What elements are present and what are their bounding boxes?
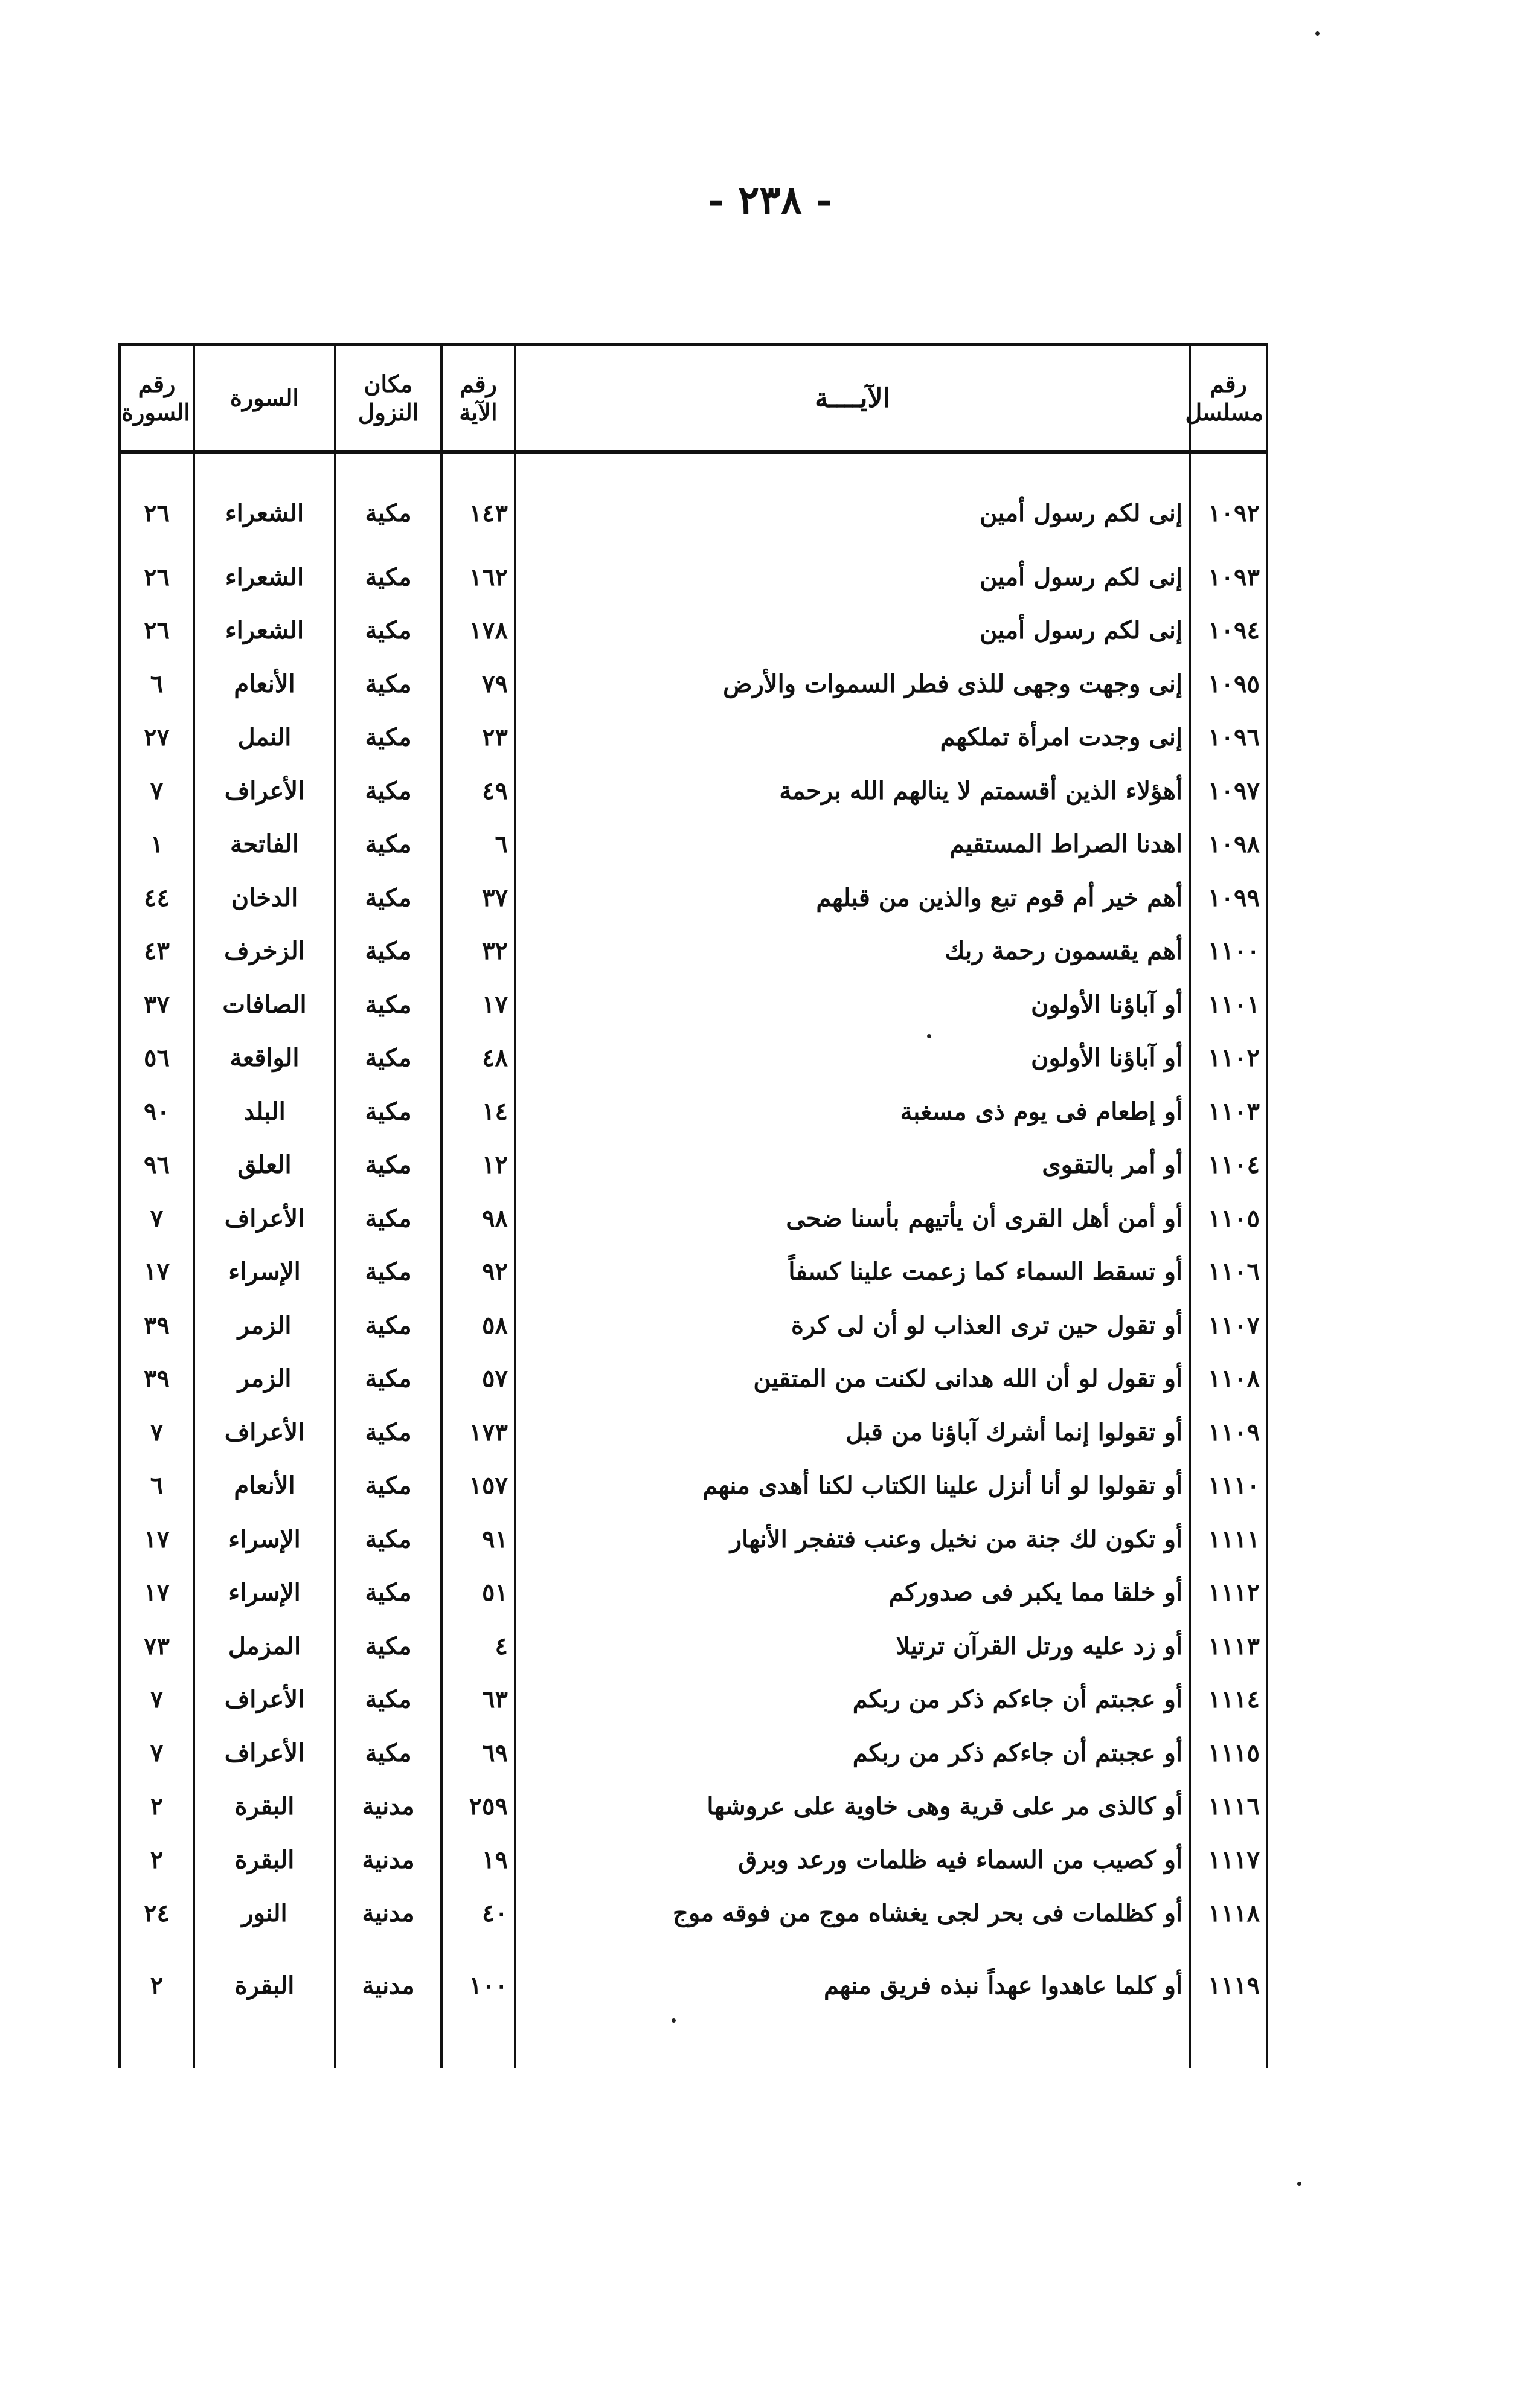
- surah-number-cell: ١٧: [120, 1245, 194, 1299]
- surah-name-cell: الإسراء: [194, 1566, 335, 1620]
- ayah-number-cell: ٦٣: [441, 1673, 515, 1727]
- table-header-row: [120, 345, 1267, 452]
- surah-name-cell: النور: [194, 1887, 335, 1941]
- serial-number-cell: ١١٠١: [1190, 978, 1267, 1032]
- verse-text-cell: أو أمن أهل القرى أن يأتيهم بأسنا ضحى: [515, 1192, 1190, 1245]
- surah-name-cell: الأعراف: [194, 764, 335, 818]
- revelation-place-cell: مكية: [335, 550, 441, 604]
- revelation-place-cell: مكية: [335, 1566, 441, 1620]
- table-row: [120, 818, 1267, 872]
- surah-number-cell: ٢: [120, 1833, 194, 1887]
- surah-number-cell: ٥٦: [120, 1032, 194, 1085]
- verse-text-cell: أو كلما عاهدوا عهداً نبذه فريق منهم: [515, 1940, 1190, 2068]
- surah-name-cell: الإسراء: [194, 1245, 335, 1299]
- verse-text-cell: أو كالذى مر على قرية وهى خاوية على عروشها: [515, 1780, 1190, 1834]
- serial-number-cell: ١٠٩٨: [1190, 818, 1267, 872]
- revelation-place-cell: مكية: [335, 1619, 441, 1673]
- header-ayah-number: رقم الآية: [441, 345, 515, 452]
- revelation-place-cell: مكية: [335, 1405, 441, 1459]
- table-row: [120, 764, 1267, 818]
- verse-text-cell: أو عجبتم أن جاءكم ذكر من ربكم: [515, 1673, 1190, 1727]
- serial-number-cell: ١١١٦: [1190, 1780, 1267, 1834]
- surah-number-cell: ٩٦: [120, 1138, 194, 1192]
- surah-name-cell: الواقعة: [194, 1032, 335, 1085]
- verse-text-cell: أو تكون لك جنة من نخيل وعنب فتفجر الأنهار: [515, 1512, 1190, 1566]
- ayah-number-cell: ٥٧: [441, 1352, 515, 1406]
- verse-text-cell: أو أمر بالتقوى: [515, 1138, 1190, 1192]
- revelation-place-cell: مكية: [335, 604, 441, 658]
- surah-number-cell: ١٧: [120, 1566, 194, 1620]
- surah-number-cell: ٢٦: [120, 550, 194, 604]
- revelation-place-cell: مكية: [335, 818, 441, 872]
- ayah-number-cell: ١٦٢: [441, 550, 515, 604]
- table-row: [120, 1726, 1267, 1780]
- scan-speck: [1297, 2182, 1301, 2186]
- table-row: [120, 1940, 1267, 2068]
- verse-text-cell: أو تقول حين ترى العذاب لو أن لى كرة: [515, 1299, 1190, 1352]
- table-row: [120, 1352, 1267, 1406]
- serial-number-cell: ١١٠٤: [1190, 1138, 1267, 1192]
- surah-name-cell: الأعراف: [194, 1405, 335, 1459]
- surah-name-cell: الزمر: [194, 1352, 335, 1406]
- serial-number-cell: ١٠٩٤: [1190, 604, 1267, 658]
- table-row: [120, 1138, 1267, 1192]
- surah-name-cell: الأعراف: [194, 1673, 335, 1727]
- header-surah-number: رقم السورة: [120, 345, 194, 452]
- revelation-place-cell: مكية: [335, 925, 441, 978]
- verse-text-cell: أهؤلاء الذين أقسمتم لا ينالهم الله برحمة: [515, 764, 1190, 818]
- verse-text-cell: إنى وجهت وجهى للذى فطر السموات والأرض: [515, 657, 1190, 711]
- surah-number-cell: ٧: [120, 1192, 194, 1245]
- surah-number-cell: ٧: [120, 1673, 194, 1727]
- serial-number-cell: ١١١٥: [1190, 1726, 1267, 1780]
- table-row: [120, 711, 1267, 765]
- table-row: [120, 1405, 1267, 1459]
- serial-number-cell: ١١٠٠: [1190, 925, 1267, 978]
- surah-number-cell: ٣٩: [120, 1352, 194, 1406]
- verse-text-cell: أو كظلمات فى بحر لجى يغشاه موج من فوقه موج: [515, 1887, 1190, 1941]
- table-row: [120, 1032, 1267, 1085]
- revelation-place-cell: مكية: [335, 1032, 441, 1085]
- surah-number-cell: ٣٧: [120, 978, 194, 1032]
- ayah-number-cell: ١٠٠: [441, 1940, 515, 2068]
- verse-text-cell: أو تقولوا إنما أشرك آباؤنا من قبل: [515, 1405, 1190, 1459]
- serial-number-cell: ١١٠٨: [1190, 1352, 1267, 1406]
- table-row: [120, 925, 1267, 978]
- serial-number-cell: ١١١٧: [1190, 1833, 1267, 1887]
- ayah-number-cell: ٦: [441, 818, 515, 872]
- table-row: [120, 1673, 1267, 1727]
- scan-speck: [672, 2018, 676, 2023]
- serial-number-cell: ١٠٩٧: [1190, 764, 1267, 818]
- serial-number-cell: ١١١٣: [1190, 1619, 1267, 1673]
- verse-index-table-wrapper: [118, 343, 1266, 2000]
- serial-number-cell: ١١٠٢: [1190, 1032, 1267, 1085]
- surah-name-cell: الصافات: [194, 978, 335, 1032]
- ayah-number-cell: ١٤٣: [441, 452, 515, 550]
- table-row: [120, 871, 1267, 925]
- surah-name-cell: الشعراء: [194, 452, 335, 550]
- revelation-place-cell: مدنية: [335, 1887, 441, 1941]
- verse-text-cell: أو إطعام فى يوم ذى مسغبة: [515, 1085, 1190, 1138]
- surah-number-cell: ٢٤: [120, 1887, 194, 1941]
- surah-name-cell: العلق: [194, 1138, 335, 1192]
- table-row: [120, 1566, 1267, 1620]
- surah-number-cell: ٢٧: [120, 711, 194, 765]
- revelation-place-cell: مكية: [335, 764, 441, 818]
- page-number: - ٢٣٨ -: [707, 176, 833, 223]
- verse-text-cell: أو تقولوا لو أنا أنزل علينا الكتاب لكنا أهدى منهم: [515, 1459, 1190, 1513]
- verse-text-cell: أهم يقسمون رحمة ربك: [515, 925, 1190, 978]
- table-row: [120, 1833, 1267, 1887]
- header-revelation-place: مكان النزول: [335, 345, 441, 452]
- table-row: [120, 657, 1267, 711]
- surah-number-cell: ٦: [120, 657, 194, 711]
- table-row: [120, 1299, 1267, 1352]
- surah-number-cell: ٧: [120, 764, 194, 818]
- revelation-place-cell: مدنية: [335, 1780, 441, 1834]
- revelation-place-cell: مكية: [335, 1138, 441, 1192]
- revelation-place-cell: مكية: [335, 1459, 441, 1513]
- surah-number-cell: ٢: [120, 1780, 194, 1834]
- ayah-number-cell: ٥٨: [441, 1299, 515, 1352]
- serial-number-cell: ١١١٤: [1190, 1673, 1267, 1727]
- surah-number-cell: ٧: [120, 1405, 194, 1459]
- serial-number-cell: ١١١٨: [1190, 1887, 1267, 1941]
- ayah-number-cell: ٤٠: [441, 1887, 515, 1941]
- verse-text-cell: أهم خير أم قوم تبع والذين من قبلهم: [515, 871, 1190, 925]
- table-row: [120, 1459, 1267, 1513]
- verse-text-cell: أو تقول لو أن الله هدانى لكنت من المتقين: [515, 1352, 1190, 1406]
- verse-text-cell: أو زد عليه ورتل القرآن ترتيلا: [515, 1619, 1190, 1673]
- scan-speck: [1315, 31, 1320, 36]
- serial-number-cell: ١١٠٥: [1190, 1192, 1267, 1245]
- surah-name-cell: الأعراف: [194, 1726, 335, 1780]
- revelation-place-cell: مكية: [335, 1085, 441, 1138]
- serial-number-cell: ١٠٩٥: [1190, 657, 1267, 711]
- surah-name-cell: البلد: [194, 1085, 335, 1138]
- surah-name-cell: البقرة: [194, 1833, 335, 1887]
- surah-number-cell: ٢: [120, 1940, 194, 2068]
- surah-number-cell: ٢٦: [120, 604, 194, 658]
- revelation-place-cell: مدنية: [335, 1833, 441, 1887]
- surah-name-cell: الشعراء: [194, 550, 335, 604]
- revelation-place-cell: مكية: [335, 1673, 441, 1727]
- serial-number-cell: ١١٠٧: [1190, 1299, 1267, 1352]
- header-surah: السورة: [194, 345, 335, 452]
- serial-number-cell: ١١١٩: [1190, 1940, 1267, 2068]
- verse-text-cell: إنى لكم رسول أمين: [515, 452, 1190, 550]
- surah-name-cell: الشعراء: [194, 604, 335, 658]
- table-row: [120, 978, 1267, 1032]
- surah-name-cell: الزمر: [194, 1299, 335, 1352]
- surah-name-cell: الأنعام: [194, 1459, 335, 1513]
- table-row: [120, 1245, 1267, 1299]
- verse-text-cell: أو كصيب من السماء فيه ظلمات ورعد وبرق: [515, 1833, 1190, 1887]
- surah-name-cell: الدخان: [194, 871, 335, 925]
- ayah-number-cell: ٩١: [441, 1512, 515, 1566]
- scan-speck: [927, 1034, 931, 1038]
- ayah-number-cell: ٤٩: [441, 764, 515, 818]
- serial-number-cell: ١٠٩٣: [1190, 550, 1267, 604]
- table-row: [120, 1780, 1267, 1834]
- revelation-place-cell: مكية: [335, 1352, 441, 1406]
- ayah-number-cell: ١٧٨: [441, 604, 515, 658]
- surah-name-cell: الفاتحة: [194, 818, 335, 872]
- revelation-place-cell: مكية: [335, 978, 441, 1032]
- serial-number-cell: ١١١٠: [1190, 1459, 1267, 1513]
- revelation-place-cell: مكية: [335, 1245, 441, 1299]
- surah-name-cell: الأنعام: [194, 657, 335, 711]
- surah-number-cell: ١٧: [120, 1512, 194, 1566]
- surah-name-cell: البقرة: [194, 1780, 335, 1834]
- serial-number-cell: ١١٠٣: [1190, 1085, 1267, 1138]
- verse-text-cell: أو خلقا مما يكبر فى صدوركم: [515, 1566, 1190, 1620]
- table-row: [120, 1192, 1267, 1245]
- revelation-place-cell: مكية: [335, 1192, 441, 1245]
- verse-text-cell: أو آباؤنا الأولون: [515, 978, 1190, 1032]
- ayah-number-cell: ٢٣: [441, 711, 515, 765]
- ayah-number-cell: ٤: [441, 1619, 515, 1673]
- serial-number-cell: ١١٠٩: [1190, 1405, 1267, 1459]
- verse-text-cell: إنى لكم رسول أمين: [515, 604, 1190, 658]
- ayah-number-cell: ١٢: [441, 1138, 515, 1192]
- table-row: [120, 1085, 1267, 1138]
- table-row: [120, 1619, 1267, 1673]
- surah-number-cell: ٧: [120, 1726, 194, 1780]
- ayah-number-cell: ٤٨: [441, 1032, 515, 1085]
- surah-name-cell: المزمل: [194, 1619, 335, 1673]
- ayah-number-cell: ٩٨: [441, 1192, 515, 1245]
- revelation-place-cell: مكية: [335, 1726, 441, 1780]
- ayah-number-cell: ٧٩: [441, 657, 515, 711]
- surah-number-cell: ٢٦: [120, 452, 194, 550]
- revelation-place-cell: مكية: [335, 1512, 441, 1566]
- ayah-number-cell: ٥١: [441, 1566, 515, 1620]
- surah-name-cell: الزخرف: [194, 925, 335, 978]
- serial-number-cell: ١٠٩٦: [1190, 711, 1267, 765]
- ayah-number-cell: ١٧٣: [441, 1405, 515, 1459]
- verse-text-cell: أو عجبتم أن جاءكم ذكر من ربكم: [515, 1726, 1190, 1780]
- verse-text-cell: اهدنا الصراط المستقيم: [515, 818, 1190, 872]
- surah-name-cell: الأعراف: [194, 1192, 335, 1245]
- table-row: [120, 550, 1267, 604]
- serial-number-cell: ١١٠٦: [1190, 1245, 1267, 1299]
- table-row: [120, 604, 1267, 658]
- surah-number-cell: ٣٩: [120, 1299, 194, 1352]
- serial-number-cell: ١٠٩٢: [1190, 452, 1267, 550]
- ayah-number-cell: ٢٥٩: [441, 1780, 515, 1834]
- ayah-number-cell: ٩٢: [441, 1245, 515, 1299]
- serial-number-cell: ١٠٩٩: [1190, 871, 1267, 925]
- revelation-place-cell: مكية: [335, 711, 441, 765]
- surah-number-cell: ١: [120, 818, 194, 872]
- verse-text-cell: أو تسقط السماء كما زعمت علينا كسفاً: [515, 1245, 1190, 1299]
- surah-name-cell: الإسراء: [194, 1512, 335, 1566]
- verse-text-cell: إنى وجدت امرأة تملكهم: [515, 711, 1190, 765]
- ayah-number-cell: ٣٧: [441, 871, 515, 925]
- revelation-place-cell: مكية: [335, 657, 441, 711]
- table-row: [120, 1512, 1267, 1566]
- ayah-number-cell: ١٩: [441, 1833, 515, 1887]
- ayah-number-cell: ١٤: [441, 1085, 515, 1138]
- surah-number-cell: ٧٣: [120, 1619, 194, 1673]
- ayah-number-cell: ٣٢: [441, 925, 515, 978]
- revelation-place-cell: مكية: [335, 871, 441, 925]
- table-row: [120, 1887, 1267, 1941]
- verse-index-table: [118, 343, 1268, 2068]
- surah-name-cell: البقرة: [194, 1940, 335, 2068]
- surah-number-cell: ٦: [120, 1459, 194, 1513]
- verse-text-cell: أو آباؤنا الأولون: [515, 1032, 1190, 1085]
- serial-number-cell: ١١١١: [1190, 1512, 1267, 1566]
- surah-number-cell: ٤٤: [120, 871, 194, 925]
- table-row: [120, 452, 1267, 550]
- verse-text-cell: إنى لكم رسول أمين: [515, 550, 1190, 604]
- surah-number-cell: ٩٠: [120, 1085, 194, 1138]
- ayah-number-cell: ٦٩: [441, 1726, 515, 1780]
- revelation-place-cell: مكية: [335, 1299, 441, 1352]
- ayah-number-cell: ١٧: [441, 978, 515, 1032]
- header-verse: الآيــــة: [515, 345, 1190, 452]
- revelation-place-cell: مدنية: [335, 1940, 441, 2068]
- header-serial: رقم مسلسل: [1190, 345, 1267, 452]
- serial-number-cell: ١١١٢: [1190, 1566, 1267, 1620]
- revelation-place-cell: مكية: [335, 452, 441, 550]
- surah-number-cell: ٤٣: [120, 925, 194, 978]
- table-body: [120, 452, 1267, 2068]
- surah-name-cell: النمل: [194, 711, 335, 765]
- ayah-number-cell: ١٥٧: [441, 1459, 515, 1513]
